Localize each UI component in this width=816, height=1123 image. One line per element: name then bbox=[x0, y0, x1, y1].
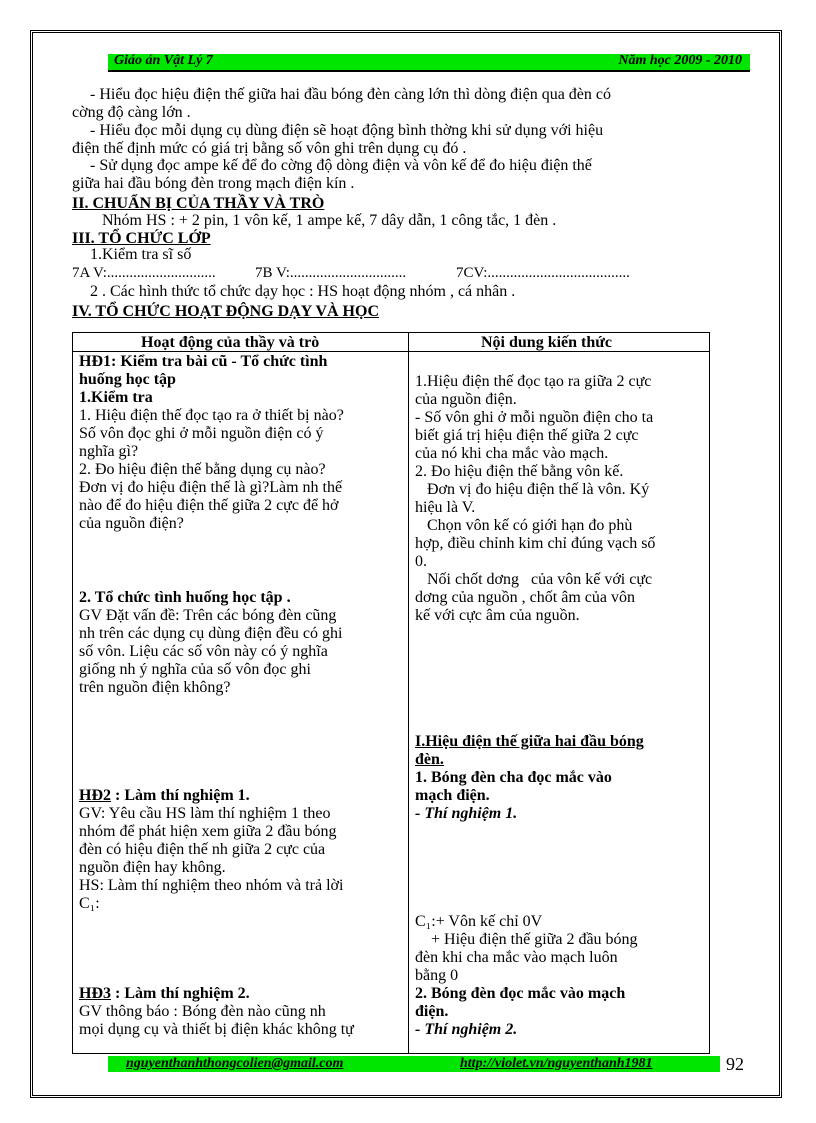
answer-line: 2. Đo hiệu điện thế bằng vôn kế. bbox=[415, 463, 624, 480]
check-question: nghĩa gì? bbox=[79, 443, 139, 460]
hd2-title: HĐ2 : Làm thí nghiệm 1. bbox=[79, 787, 250, 804]
attendance-7c: 7CV:...................................... bbox=[456, 265, 630, 281]
answer-line: kế với cực âm của nguồn. bbox=[415, 607, 580, 624]
situation-text: nh trên các dụng cụ dùng điện đều có ghi bbox=[79, 625, 343, 642]
answer-line: - Số vôn ghi ở mỗi nguồn điện cho ta bbox=[415, 409, 654, 426]
objective-line: cờng độ càng lớn . bbox=[72, 104, 191, 121]
page-number: 92 bbox=[726, 1054, 744, 1074]
experiment-2-label: - Thí nghiệm 2. bbox=[415, 1021, 518, 1038]
section-2-text: Nhóm HS : + 2 pin, 1 vôn kế, 1 ampe kế, 7 dây dẫn, 1 công tắc, 1 đèn . bbox=[102, 212, 557, 229]
c1-label: C₁: bbox=[79, 895, 100, 912]
c1-answer: C₁:+ Vôn kế chỉ 0V bbox=[415, 913, 543, 930]
check-title: 1.Kiểm tra bbox=[79, 389, 153, 406]
page-footer-bar bbox=[108, 1056, 720, 1072]
answer-line: Chọn vôn kế có giới hạn đo phù bbox=[415, 517, 633, 534]
situation-text: GV Đặt vấn đề: Trên các bóng đèn cũng bbox=[79, 607, 337, 624]
lesson-table bbox=[72, 332, 710, 1054]
subsection-2-title: 2. Bóng đèn đọc mắc vào mạch bbox=[415, 985, 626, 1002]
check-question: 1. Hiệu điện thế đọc tạo ra ở thiết bị nào? bbox=[79, 407, 344, 424]
answer-line: hiệu là V. bbox=[415, 499, 476, 516]
check-question: nào để đo hiệu điện thế giữa 2 cực để hở bbox=[79, 497, 339, 514]
answer-line: 1.Hiệu điện thế đọc tạo ra giữa 2 cực bbox=[415, 373, 652, 390]
situation-text: số vôn. Liệu các số vôn này có ý nghĩa bbox=[79, 643, 328, 660]
objective-line: - Hiểu đọc hiệu điện thế giữa hai đầu bóng đèn càng lớn thì dòng điện qua đèn có bbox=[90, 86, 611, 103]
answer-line: của nó khi cha mắc vào mạch. bbox=[415, 445, 609, 462]
situation-text: giống nh ý nghĩa của số vôn đọc ghi bbox=[79, 661, 311, 678]
answer-line: biết giá trị hiệu điện thế giữa 2 cực bbox=[415, 427, 639, 444]
answer-line: hợp, điều chỉnh kim chỉ đúng vạch số bbox=[415, 535, 656, 552]
teaching-forms: 2 . Các hình thức tổ chức dạy học : HS hoạt động nhóm , cá nhân . bbox=[90, 283, 516, 300]
subsection-2-title-cont: điện. bbox=[415, 1003, 449, 1020]
c1-answer: + Hiệu điện thế giữa 2 đầu bóng bbox=[415, 931, 638, 948]
answer-line: Đơn vị đo hiệu điện thế là vôn. Ký bbox=[415, 481, 650, 498]
c1-answer: đèn khi cha mắc vào mạch luôn bbox=[415, 949, 618, 966]
hd3-title: HĐ3 : Làm thí nghiệm 2. bbox=[79, 985, 250, 1002]
attendance-7a: 7A V:............................. bbox=[72, 265, 216, 281]
hd2-text: đèn có hiệu điện thế nh giữa 2 cực của bbox=[79, 841, 326, 858]
attendance-label: 1.Kiểm tra sĩ số bbox=[90, 246, 192, 263]
subsection-1-title-cont: mạch điện. bbox=[415, 787, 490, 804]
section-i-title: I.Hiệu điện thế giữa hai đầu bóng bbox=[415, 733, 644, 750]
check-question: của nguồn điện? bbox=[79, 515, 184, 532]
objective-line: điện thế định mức có giá trị bằng số vôn ghi trên dụng cụ đó . bbox=[72, 140, 467, 157]
header-subject: Giáo án Vật Lý 7 bbox=[114, 53, 213, 68]
objective-line: giữa hai đầu bóng đèn trong mạch điện kín . bbox=[72, 175, 355, 192]
hd2-text: nguồn điện hay không. bbox=[79, 859, 226, 876]
check-question: 2. Đo hiệu điện thế bằng dụng cụ nào? bbox=[79, 461, 326, 478]
situation-text: trên nguồn điện không? bbox=[79, 679, 231, 696]
footer-url[interactable]: http://violet.vn/nguyenthanh1981 bbox=[460, 1056, 653, 1071]
hd2-text: HS: Làm thí nghiệm theo nhóm và trả lời bbox=[79, 877, 344, 894]
objective-line: - Sử dụng đọc ampe kế để đo cờng độ dòng điện và vôn kế để đo hiệu điện thế bbox=[90, 157, 592, 174]
objective-line: - Hiểu đọc mỗi dụng cụ dùng điện sẽ hoạt động bình thờng khi sử dụng với hiệu bbox=[90, 122, 604, 139]
c1-answer: bằng 0 bbox=[415, 967, 459, 984]
footer-email[interactable]: nguyenthanhthongcolien@gmail.com bbox=[126, 1056, 344, 1071]
hd3-text: mọi dụng cụ và thiết bị điện khác không tự bbox=[79, 1021, 354, 1038]
section-i-title-cont: đèn. bbox=[415, 751, 444, 768]
subsection-1-title: 1. Bóng đèn cha đọc mắc vào bbox=[415, 769, 612, 786]
hd2-text: GV: Yêu cầu HS làm thí nghiệm 1 theo bbox=[79, 805, 331, 822]
col-header-content: Nội dung kiến thức bbox=[481, 334, 612, 351]
attendance-7b: 7B V:............................... bbox=[255, 265, 407, 281]
answer-line: Nối chốt dơng của vôn kế với cực bbox=[415, 571, 653, 588]
check-question: Đơn vị đo hiệu điện thế là gì?Làm nh thế bbox=[79, 479, 343, 496]
section-2-title: II. CHUẨN BỊ CỦA THẦY VÀ TRÒ bbox=[72, 195, 325, 212]
col-header-activities: Hoạt động của thầy và trò bbox=[141, 334, 320, 351]
check-question: Số vôn đọc ghi ở mỗi nguồn điện có ý bbox=[79, 425, 324, 442]
hd3-text: GV thông báo : Bóng đèn nào cũng nh bbox=[79, 1003, 326, 1020]
section-4-title: IV. TỔ CHỨC HOẠT ĐỘNG DẠY VÀ HỌC bbox=[72, 303, 379, 320]
answer-line: 0. bbox=[415, 553, 427, 570]
page-header-bar bbox=[108, 54, 750, 72]
hd2-text: nhóm để phát hiện xem giữa 2 đầu bóng bbox=[79, 823, 337, 840]
answer-line: của nguồn điện. bbox=[415, 391, 517, 408]
experiment-1-label: - Thí nghiệm 1. bbox=[415, 805, 518, 822]
answer-line: dơng của nguồn , chốt âm của vôn bbox=[415, 589, 635, 606]
header-year: Năm học 2009 - 2010 bbox=[618, 53, 742, 68]
situation-title: 2. Tổ chức tình huống học tập . bbox=[79, 589, 291, 606]
section-3-title: III. TỔ CHỨC LỚP bbox=[72, 230, 211, 247]
hd1-title: HĐ1: Kiểm tra bài cũ - Tổ chức tình bbox=[79, 353, 328, 370]
hd1-title-cont: huống học tập bbox=[79, 371, 176, 388]
